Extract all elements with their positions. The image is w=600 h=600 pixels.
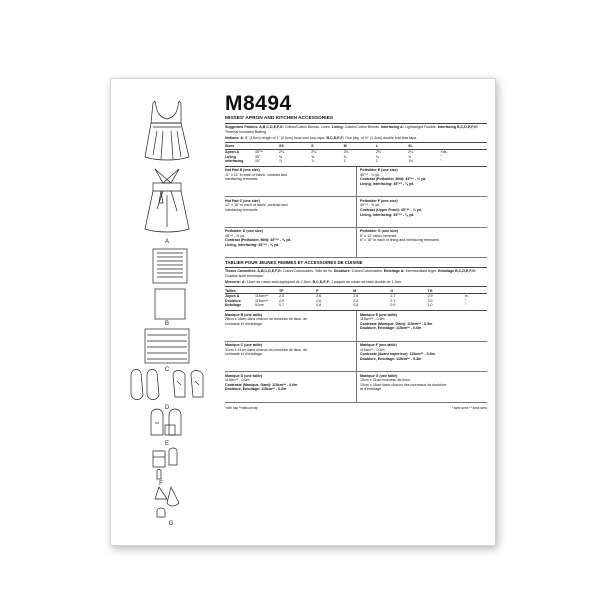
item-hot-pad-b: Hot Pad B (one size) 11" x 11" in each of fabric, contrast and interfacing remnants — [225, 167, 356, 198]
figure-label-d: D — [164, 405, 170, 411]
table-row: Entoilage 51cm 0.7 0.8 0.8 0.9 1.0 " — [225, 303, 466, 308]
pattern-number: M8494 — [225, 92, 292, 115]
apron-front-drawing — [145, 101, 189, 160]
apron-back-drawing — [145, 169, 189, 232]
item-potholder-e: Potholder E (one size) 45"** - ¼ yd. Contrast (Potholder, Mitt): 45"** - ½ yd. Lining, Interfacing: 45"** - ⅜ yd. — [356, 167, 487, 198]
table-row: Jupon A 115cm** 2.5 2.6 2.6 2.7 2.9 m — [225, 294, 468, 299]
footer-notes — [225, 406, 487, 410]
size-table-fr: Tailles TP P M G TG Jupon A 115cm** 2.5 2.6 2.6 2.7 2.9 m Doublure 115cm** 2.5 2.6 2.6 2.7 2.9 " Entoilage 51cm 0.7 0.8 0.8 0.9 1.0 " — [225, 289, 487, 308]
hot-pad-b-drawing — [153, 249, 187, 319]
figure-label-e: E — [164, 441, 170, 447]
items-grid-en — [225, 166, 487, 259]
technical-drawings — [111, 79, 223, 545]
table-row: Doublure 115cm** 2.5 2.6 2.6 2.7 2.9 " — [225, 298, 466, 303]
footer-left: *with nap **without nap — [225, 405, 258, 410]
french-mercerie: Mercerie: A: 15cm de ruban auto-agrippant de 2,5cm. B,C,D,E,F: 1 paquet de ruban de biais doublé de 1,3cm. — [225, 279, 403, 284]
item-manique-c: Manique C (une taille) 31cm x 41cm dans chacun du morceau de tissu, de contraste et d'entoilage — [225, 342, 356, 373]
french-title: TABLIER POUR JEUNES FEMMES ET ACCESSOIRES DE CUISINE — [225, 260, 363, 266]
item-potholder-g: Potholder G (one size) 6" x 12" fabric remnant 6" x 16" in each of lining and interfacing remnants — [356, 228, 487, 259]
potholder-e-drawing — [151, 409, 181, 435]
potholder-f-drawing — [153, 448, 177, 479]
footer-right: * avec sens ** sans sens — [451, 405, 487, 410]
item-potholder-d: Potholder D (one size) 45"** - ⅝ yd. Contrast (Potholder, Mitt): 45"** - ⅝ yd. Lining, Interfacing: 45"** - ⅝ yd. — [225, 228, 356, 259]
item-manique-g: Manique G (une taille) 15cm x 31cm morceau de tissu 15cm x 26cm dans chacun des morceaux de doublure et d'entoilage — [356, 372, 487, 403]
item-manique-f: Manique F (une taille) 115cm** - 0.3m Contraste (Avant supérieur): 115cm** - 0.3m Doublure, Entoilage: 115cm** - 0.3m — [356, 342, 487, 373]
table-row: Apron A 45"** 2⅛ 2⅛ 2⅛ 2⅛ 2⅛ Yds. — [225, 149, 448, 154]
figure-label-f: F — [159, 481, 163, 487]
potholder-d-drawing — [131, 369, 203, 399]
item-hot-pad-c: Hot Pad C (one size) 12" x 16" in each of fabric, contrast and interfacing remnants — [225, 197, 356, 228]
table-row: Lining 45" ⅝ ⅝ ⅝ ⅝ ⅝ " — [225, 154, 442, 159]
figure-label-b: B — [164, 321, 170, 327]
figure-label-a: A — [164, 239, 170, 245]
pattern-envelope-back — [110, 78, 496, 546]
pattern-info — [225, 89, 487, 410]
item-manique-e: Manique E (une taille) 115cm** - 0.6m Contraste (Manique, Gant): 115cm** - 0.5m Doublure, Entoilage: 115cm** - 0.6m — [356, 311, 487, 342]
hot-pad-c-drawing — [145, 329, 189, 363]
item-potholder-f: Potholder F (one size) 45"** - ⅜ yd. Contrast (Upper Front): 45"** - ¼ yd. Lining, Interfacing: 45"** - ⅜ yd. — [356, 197, 487, 228]
figure-label-g: G — [168, 521, 174, 527]
potholder-g-drawing — [155, 487, 179, 517]
items-grid-fr — [225, 310, 487, 403]
notions: Notions: A: 6" (15cm) length of 1" (2.5cm) hook and loop tape. B,C,D,E,F: One pkg. of ½" (1.3cm) double fold bias tape. — [225, 135, 418, 140]
size-table-en: Sizes XS S M L XL Apron A 45"** 2⅛ 2⅛ 2⅛ 2⅛ 2⅛ Yds. Lining 45" ⅝ ⅝ ⅝ ⅝ ⅝ " Interfacing 20" ⅞ ⅞ 1 1 1⅛ " — [225, 144, 487, 163]
table-row: Interfacing 20" ⅞ ⅞ 1 1 1⅛ " — [225, 159, 442, 164]
item-manique-d: Manique D (une taille) 115cm** - 0.6m Contraste (Manique, Gant): 115cm** - 0.6m Doublure, Entoilage: 115cm** - 0.6m — [225, 372, 356, 403]
french-fabrics: Tissus Conseillés: A,B,C,D,E,F,G: Coton/Cotonnades, Toile de lin. Doublure: Coton/Cotonnades. Entoilage A: thermocollant léger. Entoilage B,C,D,E,F,G: Ouatine isolé thermique. — [225, 269, 477, 279]
figure-label-c: C — [164, 367, 170, 373]
pattern-subtitle: MISSES' APRON AND KITCHEN ACCESSORIES — [225, 116, 334, 121]
technical-drawings-svg — [111, 79, 223, 545]
suggested-fabrics: Suggested Fabrics: A,B,C,D,E,F,G: Cotton/Cotton Blends, Linen. Lining: Cotton/Cotton Blends. Interfacing A: Lightweight Fusible. Interfacing B,C,D,E,F,G: Thermal Insulated Batting. — [225, 125, 479, 134]
item-manique-b: Manique B (une taille) 28cm x 28cm dans chacun du morceau de tissu, de contraste et d'entoilage — [225, 311, 356, 342]
